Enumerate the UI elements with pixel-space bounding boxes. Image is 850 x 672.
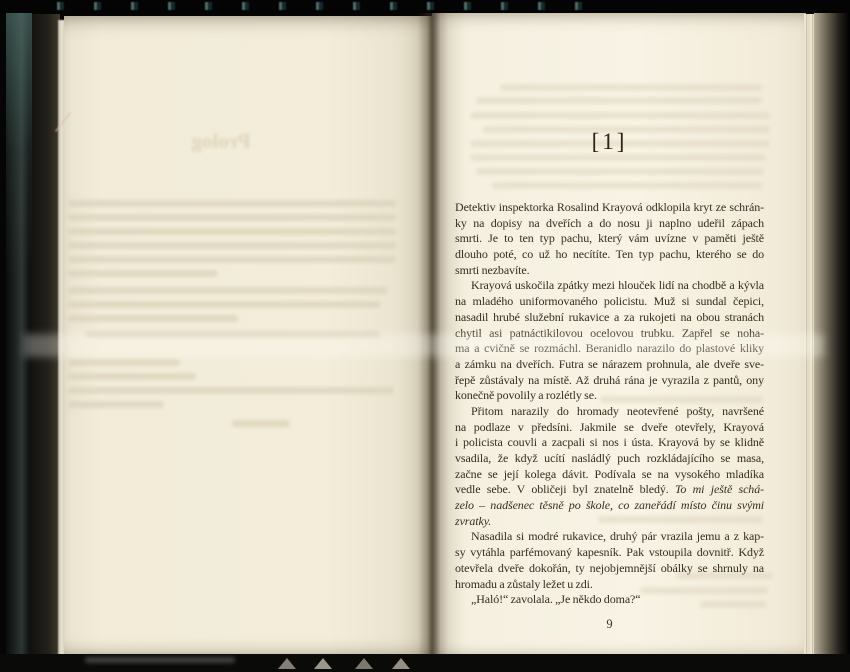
text-line: Přitom narazily do hromady neotevřené pošty, navršené [471, 403, 764, 418]
text-line: vsadila, že když ucítí nasládlý puch rozkládajícího se masa, [455, 451, 764, 465]
bleed-through-line [232, 420, 290, 427]
text-line: Nasadila si modré rukavice, druhý pár vrazila jemu a z kap- [471, 529, 764, 544]
text-line: otevřela dveře dokořán, ty nejobjemnější obálky se shrnuly na [455, 560, 764, 575]
text-line: „Haló!“ zavolala. „Je někdo doma?“ [471, 592, 641, 607]
text-line: začne se její kolega dávit. Podívala se na vysokého mladíka [455, 466, 764, 481]
bleed-through-line [68, 214, 396, 221]
bleed-through-line [470, 112, 770, 119]
text-line: Detektiv inspektorka Rosalind Krayová odklopila kryt ze schrán- [455, 200, 764, 214]
text-line: zvratky. [455, 513, 492, 528]
text-line: sy vytáhla parfémovaný kapesník. Pak vstoupila dovnitř. Když [455, 545, 764, 560]
text-line: na podlaze v předsíni. Jakmile se dveře otevřely, Krayová [455, 419, 764, 434]
text-line: nasadil hrubé služební rukavice a za rukojeti na obou stranách [455, 309, 764, 324]
bleed-through-line [68, 359, 180, 366]
text-line: a zámku na dveřích. Futra se nárazem prohnula, ale dveře sve- [455, 356, 764, 371]
bottom-edge-band [0, 654, 850, 672]
text-line: řepě zůstávaly na místě. Až druhá rána je vyrazila z pantů, ony [455, 372, 764, 387]
text-line: Krayová uskočila zpátky mezi hlouček lidí na chodbě a kývla [471, 278, 764, 293]
text-line: smrti nezbavíte. [455, 262, 530, 277]
text-line: chytil asi patnáctikilovou ocelovou trubku. Zapřel se noha- [455, 325, 764, 340]
bleed-through-line [68, 200, 396, 207]
bleed-through-line [68, 270, 218, 277]
text-line: smrti. Je to ten typ pachu, který vám uvízne v paměti ještě [455, 231, 764, 246]
gutter-shadow [418, 10, 448, 660]
text-line: i policista couvli a zacpali si nos i ústa. Krayová by se klidně [455, 435, 764, 450]
text-line: dlouho poté, co už ho necítíte. Ten typ pachu, kterého se do [455, 247, 764, 262]
text-line: na mladého uniformovaného policistu. Muž si sundal čepici, [455, 294, 764, 309]
page-bottom-reflection [355, 658, 373, 669]
bleed-through-line [85, 331, 380, 338]
text-line: ma a cvičně se rozmáchl. Beranidlo narazilo do plastové kliky [455, 341, 764, 356]
text-line: zelo – nadšenec těsně po škole, co zaneřádí místo činu svými [455, 498, 764, 513]
head-edge-reflections [46, 2, 606, 10]
bleed-through-line [68, 287, 388, 294]
bleed-through-line [476, 97, 762, 104]
page-bottom-reflection [314, 658, 332, 669]
bleed-through-line [68, 256, 396, 263]
bleed-through-line [68, 242, 396, 249]
bleed-through-line [68, 387, 394, 394]
text-line: konečně povolily a rozlétly se. [455, 388, 597, 403]
page-bottom-reflection [392, 658, 410, 669]
bleed-through-line [68, 373, 196, 380]
bleed-through-line [492, 182, 762, 189]
chapter-heading: [1] [591, 129, 628, 154]
text-line: ky na dopisy na dveřích a do nosu ji naplno udeřil zápach [455, 215, 764, 230]
text-line: hromadu a zůstaly ležet u zdi. [455, 576, 593, 591]
prolog-bleed-heading: Prolog [191, 129, 251, 153]
bleed-through-line [68, 228, 396, 235]
page-bottom-reflection [278, 658, 296, 669]
fore-edge-shadow [814, 10, 850, 662]
page-number: 9 [606, 617, 613, 631]
left-cover-edge [6, 10, 32, 662]
bleed-through-line [476, 168, 764, 175]
left-cover-shadow-gap [32, 14, 60, 660]
bleed-through-line [68, 301, 380, 308]
bottom-edge-streak [85, 657, 235, 663]
bleed-through-line [68, 315, 238, 322]
bleed-through-line [500, 84, 762, 91]
top-edge-band [0, 0, 850, 13]
body-text [455, 200, 764, 608]
text-line: vedle sebe. V obličeji byl znatelně bledý. To mi ještě schá- [455, 482, 764, 497]
bleed-through-line [68, 401, 164, 408]
